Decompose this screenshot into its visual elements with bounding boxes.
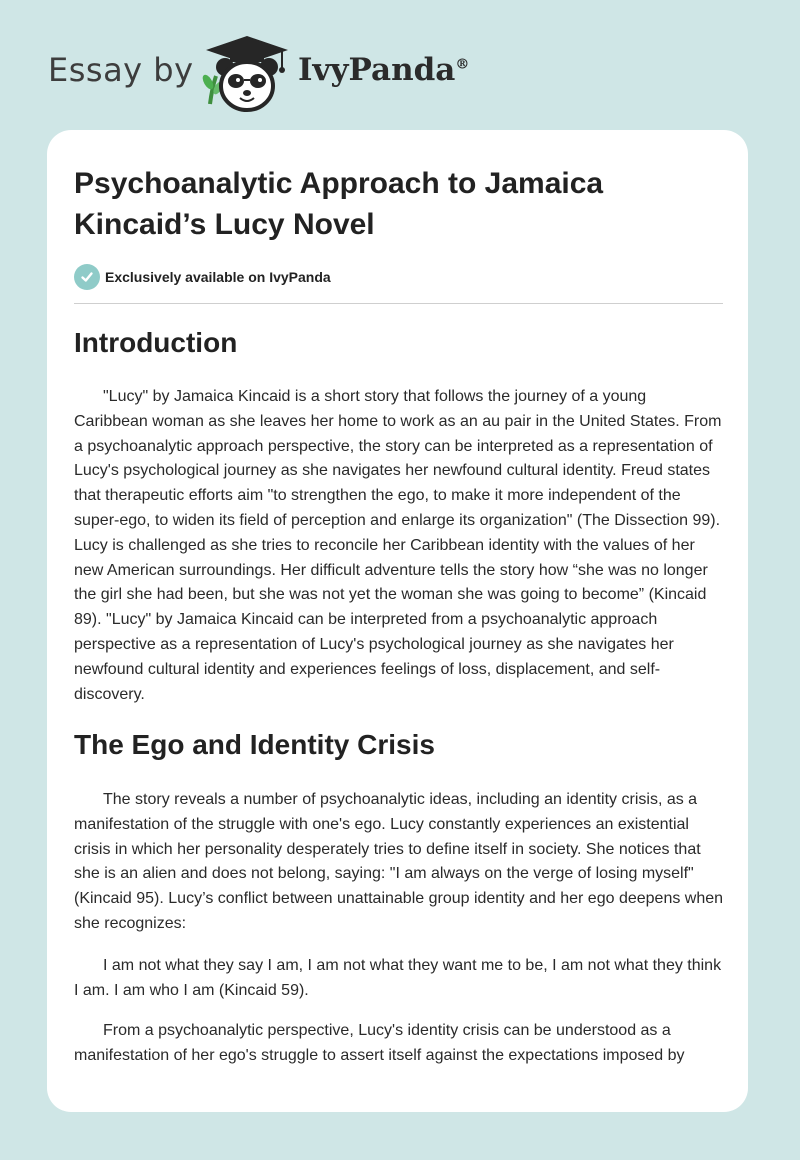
- site-header: [48, 34, 468, 110]
- essay-card: [47, 130, 748, 1112]
- brand-prefix: Essay by: [48, 51, 194, 89]
- paragraph: "Lucy" by Jamaica Kincaid is a short story that follows the journey of a young Caribbean woman as she leaves her home to work as an au pair in the United States. From a psychoanalytic approach perspective, the story can be interpreted as a representation of Lucy's psychological journey as she navigates her newfound cultural identity. Freud states that therapeutic efforts aim "to strengthen the ego, to make it more independent of the super-ego, to widen its field of perception and enlarge its organization" (The Dissection 99). Lucy is challenged as she tries to reconcile her Caribbean identity with the values of her new American surroundings. Her difficult adventure tells the story how “she was no longer the girl she had been, but she was not yet the woman she was going to become” (Kincaid 89). "Lucy" by Jamaica Kincaid can be interpreted from a psychoanalytic approach perspective as a representation of Lucy's psychological journey as she navigates her newfound cultural identity and experiences feelings of loss, displacement, and self-discovery.: [74, 388, 722, 703]
- registered-mark: ®: [455, 56, 470, 73]
- brand-name-text: IvyPanda: [298, 52, 456, 88]
- exclusive-badge: [74, 264, 331, 290]
- quote-paragraph: I am not what they say I am, I am not what they want me to be, I am not what they think I am. I am who I am (Kincaid 59).: [74, 957, 722, 999]
- check-circle-icon: [74, 264, 100, 290]
- paragraph: The story reveals a number of psychoanalytic ideas, including an identity crisis, as a manifestation of the struggle with one's ego. Lucy constantly experiences an existential crisis in which her personality desperately tries to define itself in society. She notices that she is an alien and does not belong, saying: "I am always on the verge of losing myself" (Kincaid 95). Lucy’s conflict between unattainable group identity and her ego deepens when she recognizes:: [74, 791, 724, 932]
- divider: [74, 303, 723, 304]
- section-heading-introduction: Introduction: [74, 327, 238, 358]
- paragraph: From a psychoanalytic perspective, Lucy's identity crisis can be understood as a manifestation of her ego's struggle to assert itself against the expectations imposed by: [74, 1022, 685, 1064]
- brand-name[interactable]: [298, 52, 469, 88]
- section-heading-ego-identity: The Ego and Identity Crisis: [74, 729, 435, 760]
- panda-graduate-icon[interactable]: [202, 36, 292, 112]
- exclusive-label: Exclusively available on IvyPanda: [105, 269, 331, 285]
- page-title: Psychoanalytic Approach to Jamaica Kincaid’s Lucy Novel: [74, 167, 604, 241]
